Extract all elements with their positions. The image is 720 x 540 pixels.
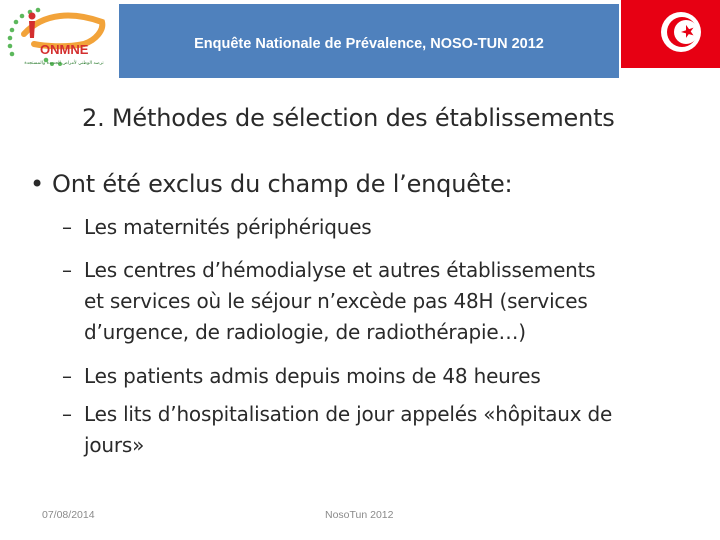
dash-marker: – bbox=[62, 258, 72, 282]
logo-text: ONMNE bbox=[40, 42, 89, 57]
footer-title: NosoTun 2012 bbox=[325, 509, 394, 521]
list-item-text: Les lits d’hospitalisation de jour appelés «hôpitaux de bbox=[84, 402, 613, 426]
list-item-text: d’urgence, de radiologie, de radiothérapie…) bbox=[84, 320, 526, 344]
list-item bbox=[62, 399, 612, 461]
logo-caption: ترصد الوطني لأمراض الجديدة والمستجدة bbox=[24, 61, 104, 66]
list-item bbox=[62, 361, 541, 392]
banner-title: Enquête Nationale de Prévalence, NOSO-TUN 2012 bbox=[194, 36, 544, 52]
bullet-text: Ont été exclus du champ de l’enquête: bbox=[52, 170, 513, 198]
footer-date: 07/08/2014 bbox=[42, 509, 95, 521]
bullet-marker: • bbox=[30, 170, 44, 198]
logo-figure bbox=[29, 13, 36, 39]
slide-title: 2. Méthodes de sélection des établissements bbox=[82, 104, 615, 132]
list-item-text: jours» bbox=[84, 433, 145, 457]
list-item bbox=[62, 255, 596, 348]
dash-marker: – bbox=[62, 402, 72, 426]
tunisia-flag-icon bbox=[621, 0, 720, 68]
list-item-text: Les maternités périphériques bbox=[84, 215, 372, 239]
onmne-logo bbox=[4, 4, 116, 74]
dash-marker: – bbox=[62, 364, 72, 388]
list-item-text: et services où le séjour n’excède pas 48H (services bbox=[84, 289, 588, 313]
main-bullet bbox=[30, 170, 512, 198]
header-banner bbox=[119, 4, 619, 78]
dash-marker: – bbox=[62, 215, 72, 239]
list-item bbox=[62, 212, 372, 243]
list-item-text: Les patients admis depuis moins de 48 heures bbox=[84, 364, 541, 388]
list-item-text: Les centres d’hémodialyse et autres établissements bbox=[84, 258, 596, 282]
